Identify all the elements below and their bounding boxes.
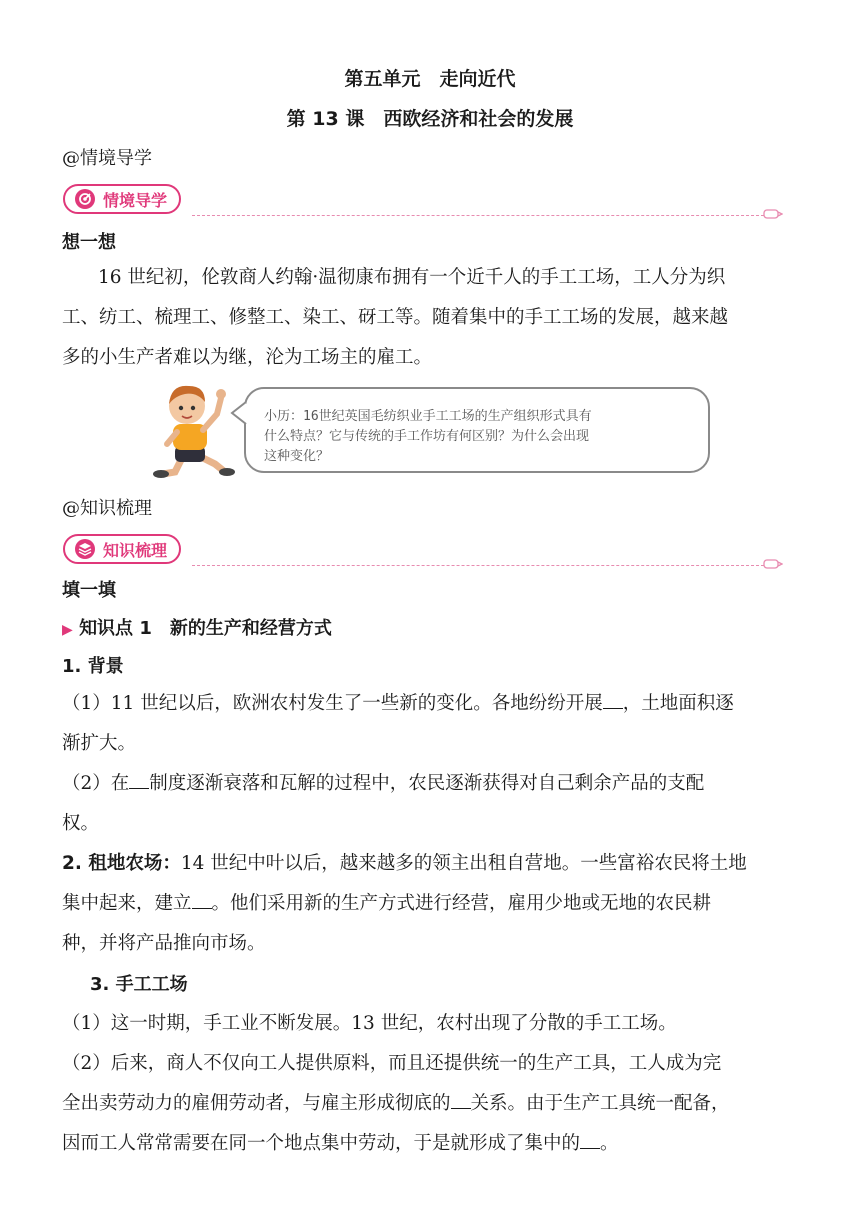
think-heading: 想一想 — [62, 232, 116, 253]
text: 制度逐渐衰落和瓦解的过程中，农民逐渐获得对自己剩余产品的支配 — [149, 773, 705, 794]
text: 。 — [600, 1133, 619, 1154]
s1-p1-line-1 — [62, 684, 734, 724]
s2-line-2 — [62, 884, 711, 924]
target-icon — [75, 189, 95, 209]
s2-line-3: 种，并将产品推向市场。 — [62, 933, 266, 954]
text: 14 世纪中叶以后，越来越多的领主出租自营地。一些富裕农民将土地 — [180, 853, 747, 874]
s3-p2-line-3 — [62, 1124, 619, 1164]
text: 因而工人常常需要在同一个地点集中劳动，于是就形成了集中的 — [62, 1133, 581, 1154]
s1-p2-line-1 — [62, 764, 704, 804]
pencil-icon — [763, 207, 783, 221]
bubble-line-2: 什么特点？它与传统的手工作坊有何区别？为什么会出现 — [264, 429, 590, 444]
boy-illustration — [145, 378, 237, 478]
banner-label: 情境导学 — [103, 190, 168, 210]
text: ，土地面积逐 — [622, 693, 734, 714]
fill-heading: 填一填 — [62, 580, 116, 601]
answer-blank[interactable] — [192, 890, 212, 909]
s2-line-1 — [62, 844, 747, 884]
text: （1）11 世纪以后，欧洲农村发生了一些新的变化。各地纷纷开展 — [62, 693, 603, 714]
text: 集中起来，建立 — [62, 893, 192, 914]
divider — [192, 565, 764, 566]
banner-label: 知识梳理 — [103, 540, 168, 560]
intro-line-2: 工、纺工、梳理工、修整工、染工、砑工等。随着集中的手工工场的发展，越来越 — [62, 307, 729, 328]
bubble-line-1: 小历：16世纪英国毛纺织业手工工场的生产组织形式具有 — [264, 409, 592, 424]
banner-situation — [63, 184, 181, 214]
bubble-line-3: 这种变化？ — [264, 449, 330, 464]
section-number: 2. — [62, 853, 82, 874]
section-number: 1. — [62, 656, 82, 677]
text: （2）在 — [62, 773, 130, 794]
stack-icon — [75, 539, 95, 559]
answer-blank[interactable] — [451, 1090, 471, 1109]
section-title: 租地农场： — [81, 853, 181, 874]
bubble-tail — [230, 400, 248, 426]
text: 全出卖劳动力的雇佣劳动者，与雇主形成彻底的 — [62, 1093, 451, 1114]
divider — [192, 215, 764, 216]
section-1-heading — [62, 652, 124, 678]
unit-title: 第五单元 走向近代 — [344, 68, 516, 90]
triangle-icon: ▶ — [62, 622, 73, 638]
s3-p2-line-2 — [62, 1084, 730, 1124]
banner-knowledge — [63, 534, 181, 564]
section-title: 手工工场 — [109, 974, 188, 995]
intro-line-3: 多的小生产者难以为继，沦为工场主的雇工。 — [62, 347, 433, 368]
text: 。他们采用新的生产方式进行经营，雇用少地或无地的农民耕 — [211, 893, 712, 914]
text: 关系。由于生产工具统一配备， — [470, 1093, 730, 1114]
speech-bubble — [244, 387, 710, 473]
knowledge-point-title — [62, 614, 332, 640]
answer-blank[interactable] — [580, 1130, 600, 1149]
s1-p2-line-2: 权。 — [62, 813, 100, 834]
intro-line-1: 16 世纪初，伦敦商人约翰·温彻康布拥有一个近千人的手工工场，工人分为织 — [98, 267, 726, 288]
s3-p2-line-1: （2）后来，商人不仅向工人提供原料，而且还提供统一的生产工具，工人成为完 — [62, 1053, 722, 1074]
knowledge-point-label: 知识点 1 新的生产和经营方式 — [79, 618, 332, 639]
section-title: 背景 — [81, 656, 124, 677]
answer-blank[interactable] — [603, 690, 623, 709]
section-number: 3. — [90, 974, 110, 995]
section-3-heading — [90, 970, 188, 996]
lesson-title: 第 13 课 西欧经济和社会的发展 — [286, 108, 574, 130]
pencil-icon — [763, 557, 783, 571]
section-marker-knowledge: @知识梳理 — [62, 498, 152, 519]
answer-blank[interactable] — [129, 770, 149, 789]
s3-p1: （1）这一时期，手工业不断发展。13 世纪，农村出现了分散的手工工场。 — [62, 1013, 677, 1034]
section-marker-situation: @情境导学 — [62, 148, 152, 169]
s1-p1-line-2: 渐扩大。 — [62, 733, 137, 754]
